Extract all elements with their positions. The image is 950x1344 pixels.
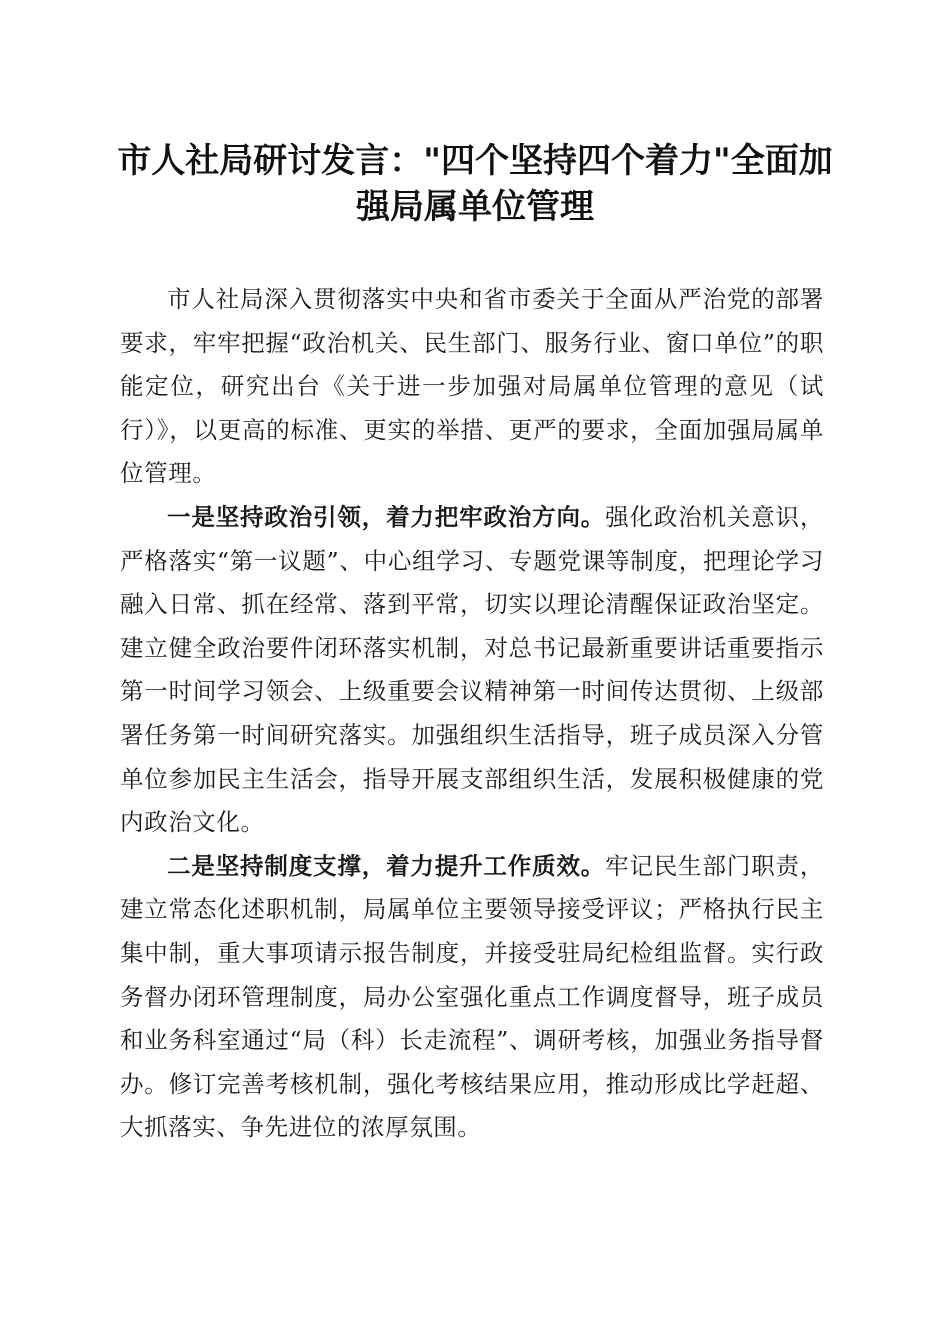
paragraph-text: 市人社局深入贯彻落实中央和省市委关于全面从严治党的部署要求，牢牢把握“政治机关、民生部门、服务行业、窗口单位”的职能定位，研究出台《关于进一步加强对局属单位管理的意见（试行）》，以更高的标准、更实的举措、更严的要求，全面加强局属单位管理。 [120, 285, 824, 488]
paragraph-intro [120, 278, 824, 496]
paragraph-lead: 二是坚持制度支撑，着力提升工作质效。 [167, 851, 606, 880]
document-title: 市人社局研讨发言："四个坚持四个着力"全面加强局属单位管理 [117, 141, 833, 227]
document-body [120, 278, 824, 1150]
paragraph-point-two [120, 845, 824, 1150]
paragraph-point-one [120, 496, 824, 845]
paragraph-text: 强化政治机关意识，严格落实“第一议题”、中心组学习、专题党课等制度，把理论学习融入日常、抓在经常、落到平常，切实以理论清醒保证政治坚定。建立健全政治要件闭环落实机制，对总书记最新重要讲话重要指示第一时间学习领会、上级重要会议精神第一时间传达贯彻、上级部署任务第一时间研究落实。加强组织生活指导，班子成员深入分管单位参加民主生活会，指导开展支部组织生活，发展积极健康的党内政治文化。 [120, 502, 824, 837]
paragraph-lead: 一是坚持政治引领，着力把牢政治方向。 [167, 502, 606, 531]
paragraph-text: 牢记民生部门职责，建立常态化述职机制，局属单位主要领导接受评议；严格执行民主集中制，重大事项请示报告制度，并接受驻局纪检组监督。实行政务督办闭环管理制度，局办公室强化重点工作调度督导，班子成员和业务科室通过“局（科）长走流程”、调研考核，加强业务指导督办。修订完善考核机制，强化考核结果应用，推动形成比学赶超、大抓落实、争先进位的浓厚氛围。 [120, 851, 824, 1142]
